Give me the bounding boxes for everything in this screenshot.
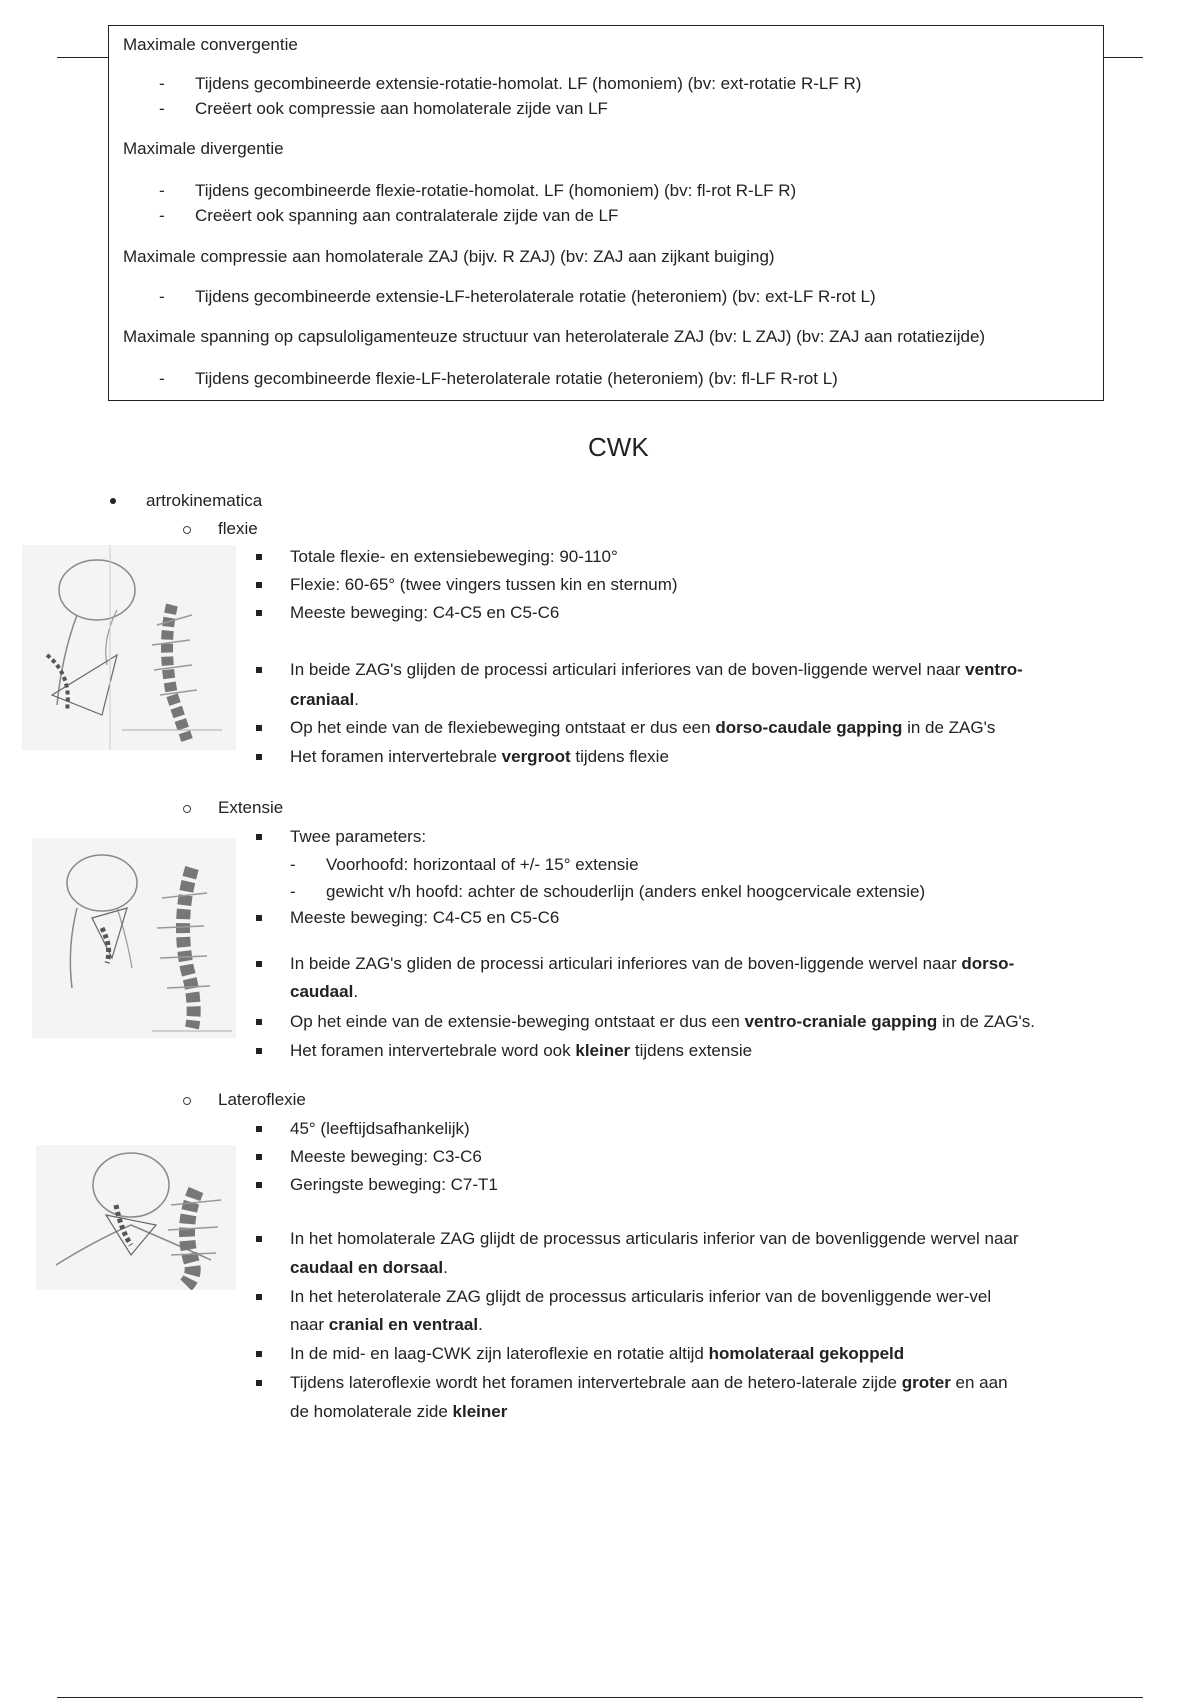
square-bullet	[256, 1380, 262, 1386]
dash: -	[159, 287, 165, 306]
dash: -	[290, 855, 296, 874]
box-item: Creëert ook spanning aan contralaterale zijde van de LF	[195, 206, 619, 225]
box-heading-divergentie: Maximale divergentie	[123, 139, 284, 158]
lateroflexie-item-coupling	[290, 1343, 904, 1365]
flexie-figure	[22, 545, 236, 750]
bold-text: vergroot	[501, 747, 571, 766]
square-bullet	[256, 1236, 262, 1242]
box-item: Creëert ook compressie aan homolaterale zijde van LF	[195, 99, 608, 118]
dash: -	[159, 74, 165, 93]
text: In beide ZAG's gliden de processi articulari inferiores van de boven-liggende wervel naar	[290, 954, 962, 973]
text: Op het einde van de flexiebeweging ontstaat er dus een	[290, 718, 716, 737]
extensie-item: Twee parameters:	[290, 827, 427, 846]
lateroflexie-item-heterolat-cont	[290, 1314, 483, 1336]
text: naar	[290, 1315, 329, 1334]
extensie-illustration	[32, 838, 236, 1038]
square-bullet	[256, 582, 262, 588]
flexie-item-foramen	[290, 746, 669, 768]
text: en aan	[950, 1373, 1008, 1392]
flexie-item: Flexie: 60-65° (twee vingers tussen kin en sternum)	[290, 575, 678, 594]
text: in de ZAG's.	[937, 1012, 1036, 1031]
flexie-item: Totale flexie- en extensiebeweging: 90-110°	[290, 547, 618, 566]
bold-text: dorso-caudale gapping	[715, 718, 903, 737]
text: Het foramen intervertebrale	[290, 747, 502, 766]
lateroflexie-item-foramen-cont	[290, 1401, 507, 1423]
main-bullet-label: artrokinematica	[146, 491, 263, 510]
box-heading-spanning: Maximale spanning op capsuloligamenteuze structuur van heterolaterale ZAJ (bv: L ZAJ) (bv: ZAJ aan rotatiezijde)	[123, 327, 986, 346]
square-bullet	[256, 1019, 262, 1025]
bold-text: kleiner	[452, 1402, 508, 1421]
square-bullet	[256, 915, 262, 921]
lateroflexie-item: Meeste beweging: C3-C6	[290, 1147, 482, 1166]
extensie-item-glide	[290, 953, 1014, 975]
box-heading-convergentie: Maximale convergentie	[123, 35, 298, 54]
box-item: Tijdens gecombineerde extensie-rotatie-homolat. LF (homoniem) (bv: ext-rotatie R-LF R)	[195, 74, 862, 93]
square-bullet	[256, 1126, 262, 1132]
square-bullet	[256, 1351, 262, 1357]
dash: -	[159, 99, 165, 118]
extensie-item: Meeste beweging: C4-C5 en C5-C6	[290, 908, 560, 927]
square-bullet	[256, 1182, 262, 1188]
text: .	[353, 982, 359, 1001]
bold-text: ventro-	[965, 660, 1023, 679]
text: Tijdens lateroflexie wordt het foramen intervertebrale aan de hetero-laterale zijde	[290, 1373, 902, 1392]
box-item: Tijdens gecombineerde extensie-LF-heterolaterale rotatie (heteroniem) (bv: ext-LF R-rot L)	[195, 287, 876, 306]
text: de homolaterale zide	[290, 1402, 453, 1421]
circle-bullet	[183, 526, 191, 534]
flexie-item: Meeste beweging: C4-C5 en C5-C6	[290, 603, 560, 622]
bold-text: caudaal	[290, 982, 354, 1001]
extensie-subitem: gewicht v/h hoofd: achter de schouderlijn (anders enkel hoogcervicale extensie)	[326, 882, 926, 901]
text: .	[478, 1315, 483, 1334]
lateroflexie-item-homolat: In het homolaterale ZAG glijdt de processus articularis inferior van de bovenliggende wervel naar	[290, 1229, 1019, 1248]
bullet-dot	[110, 498, 116, 504]
bold-text: craniaal	[290, 690, 355, 709]
extensie-subitem: Voorhoofd: horizontaal of +/- 15° extensie	[326, 855, 639, 874]
text: .	[443, 1258, 448, 1277]
circle-bullet	[183, 1097, 191, 1105]
bold-text: groter	[901, 1373, 951, 1392]
bold-text: ventro-craniale gapping	[744, 1012, 938, 1031]
flexie-item-glide	[290, 659, 1023, 681]
text: in de ZAG's	[902, 718, 996, 737]
lateroflexie-item-homolat-cont	[290, 1257, 448, 1279]
dash: -	[159, 206, 165, 225]
bold-text: kleiner	[575, 1041, 631, 1060]
top-rule-right	[1103, 57, 1143, 58]
lateroflexie-item-foramen	[290, 1372, 1008, 1394]
square-bullet	[256, 554, 262, 560]
square-bullet	[256, 610, 262, 616]
lateroflexie-figure	[36, 1145, 236, 1290]
lateroflexie-item-heterolat: In het heterolaterale ZAG glijdt de processus articularis inferior van de bovenliggende wer-vel	[290, 1287, 992, 1306]
dash: -	[159, 369, 165, 388]
top-rule-left	[57, 57, 109, 58]
text: tijdens extensie	[630, 1041, 753, 1060]
extensie-label: Extensie	[218, 798, 284, 817]
extensie-figure	[32, 838, 236, 1038]
text: Het foramen intervertebrale word ook	[290, 1041, 576, 1060]
extensie-item-gapping	[290, 1011, 1035, 1033]
extensie-item-foramen	[290, 1040, 752, 1062]
flexie-illustration	[22, 545, 236, 750]
square-bullet	[256, 754, 262, 760]
page-title: CWK	[588, 432, 649, 462]
text: Op het einde van de extensie-beweging ontstaat er dus een	[290, 1012, 745, 1031]
flexie-item-glide-cont	[290, 689, 359, 711]
square-bullet	[256, 725, 262, 731]
bold-text: dorso-	[961, 954, 1015, 973]
square-bullet	[256, 667, 262, 673]
box-item: Tijdens gecombineerde flexie-rotatie-homolat. LF (homoniem) (bv: fl-rot R-LF R)	[195, 181, 797, 200]
flexie-label: flexie	[218, 519, 258, 538]
lateroflexie-item: Geringste beweging: C7-T1	[290, 1175, 498, 1194]
text: tijdens flexie	[570, 747, 669, 766]
bold-text: cranial en ventraal	[328, 1315, 479, 1334]
dash: -	[290, 882, 296, 901]
square-bullet	[256, 1294, 262, 1300]
lateroflexie-label: Lateroflexie	[218, 1090, 306, 1109]
bold-text: caudaal en dorsaal	[290, 1258, 444, 1277]
text: In beide ZAG's glijden de processi articulari inferiores van de boven-liggende wervel naar	[290, 660, 966, 679]
lateroflexie-item: 45° (leeftijdsafhankelijk)	[290, 1119, 470, 1138]
extensie-item-glide-cont	[290, 981, 358, 1003]
bottom-rule	[57, 1697, 1143, 1698]
text: In de mid- en laag-CWK zijn lateroflexie en rotatie altijd	[290, 1344, 709, 1363]
circle-bullet	[183, 805, 191, 813]
square-bullet	[256, 961, 262, 967]
bold-text: homolateraal gekoppeld	[708, 1344, 905, 1363]
square-bullet	[256, 1154, 262, 1160]
box-heading-compressie: Maximale compressie aan homolaterale ZAJ (bijv. R ZAJ) (bv: ZAJ aan zijkant buiging)	[123, 247, 775, 266]
lateroflexie-illustration	[36, 1145, 236, 1290]
dash: -	[159, 181, 165, 200]
text: .	[354, 690, 359, 709]
box-item: Tijdens gecombineerde flexie-LF-heterolaterale rotatie (heteroniem) (bv: fl-LF R-rot L)	[195, 369, 838, 388]
square-bullet	[256, 1048, 262, 1054]
square-bullet	[256, 834, 262, 840]
flexie-item-gapping	[290, 717, 995, 739]
